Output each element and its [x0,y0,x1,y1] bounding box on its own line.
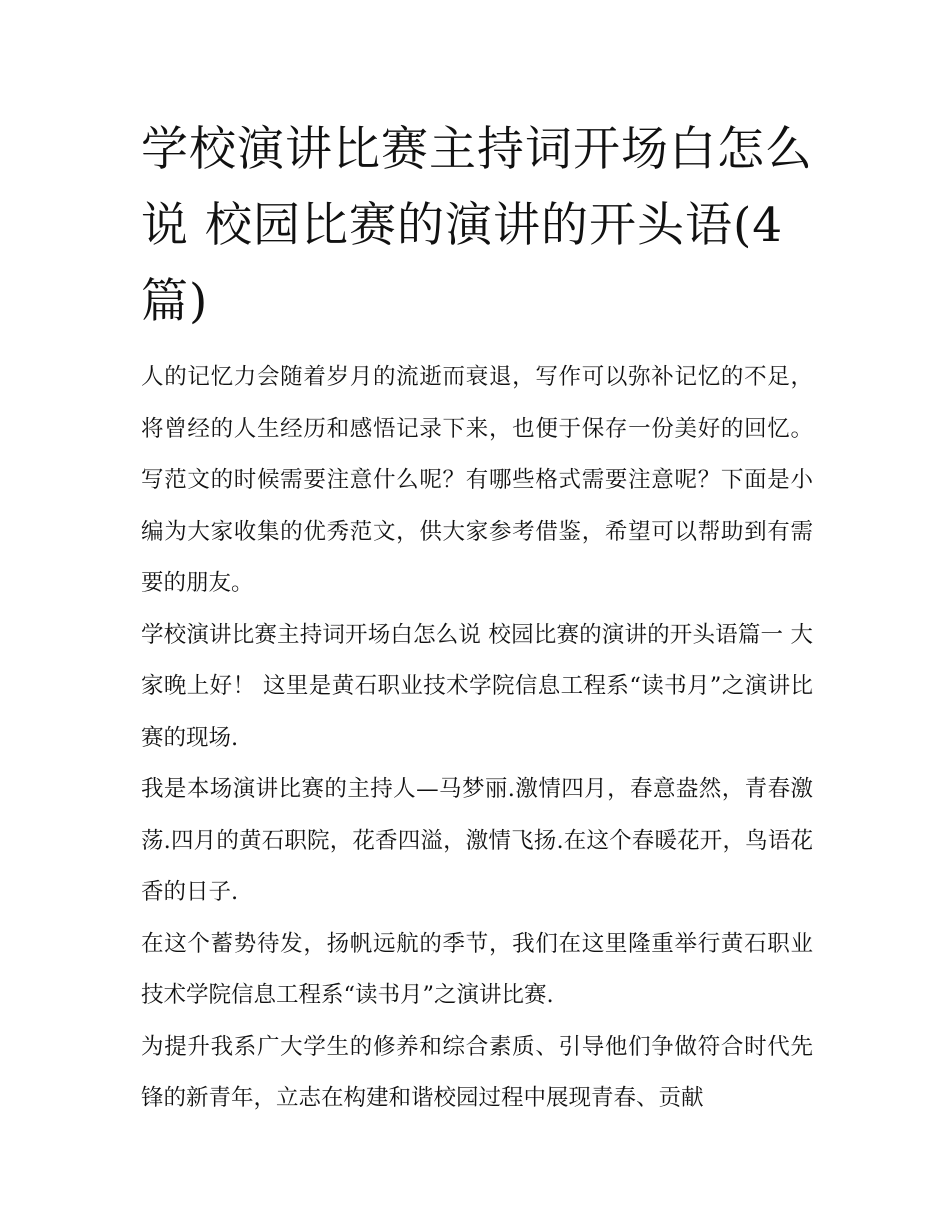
body-paragraph: 我是本场演讲比赛的主持人—马梦丽.激情四月，春意盎然，青春激荡.四月的黄石职院，花香四溢，激情飞扬.在这个春暖花开，鸟语花香的日子. [141,776,813,905]
document-body [141,352,813,1125]
body-paragraph: 在这个蓄势待发，扬帆远航的季节，我们在这里隆重举行黄石职业技术学院信息工程系“读书月”之演讲比赛. [141,930,813,1008]
body-paragraph: 学校演讲比赛主持词开场白怎么说 校园比赛的演讲的开头语篇一 大家晚上好！ 这里是黄石职业技术学院信息工程系“读书月”之演讲比赛的现场. [141,621,813,751]
intro-paragraph: 人的记忆力会随着岁月的流逝而衰退，写作可以弥补记忆的不足，将曾经的人生经历和感悟记录下来，也便于保存一份美好的回忆。写范文的时候需要注意什么呢？有哪些格式需要注意呢？下面是小编为大家收集的优秀范文，供大家参考借鉴，希望可以帮助到有需要的朋友。 [141,364,813,596]
body-paragraph: 为提升我系广大学生的修养和综合素质、引导他们争做符合时代先锋的新青年，立志在构建和谐校园过程中展现青春、贡献 [141,1033,813,1111]
document-page [141,112,813,1125]
document-title: 学校演讲比赛主持词开场白怎么说 校园比赛的演讲的开头语(4篇) [141,122,813,329]
